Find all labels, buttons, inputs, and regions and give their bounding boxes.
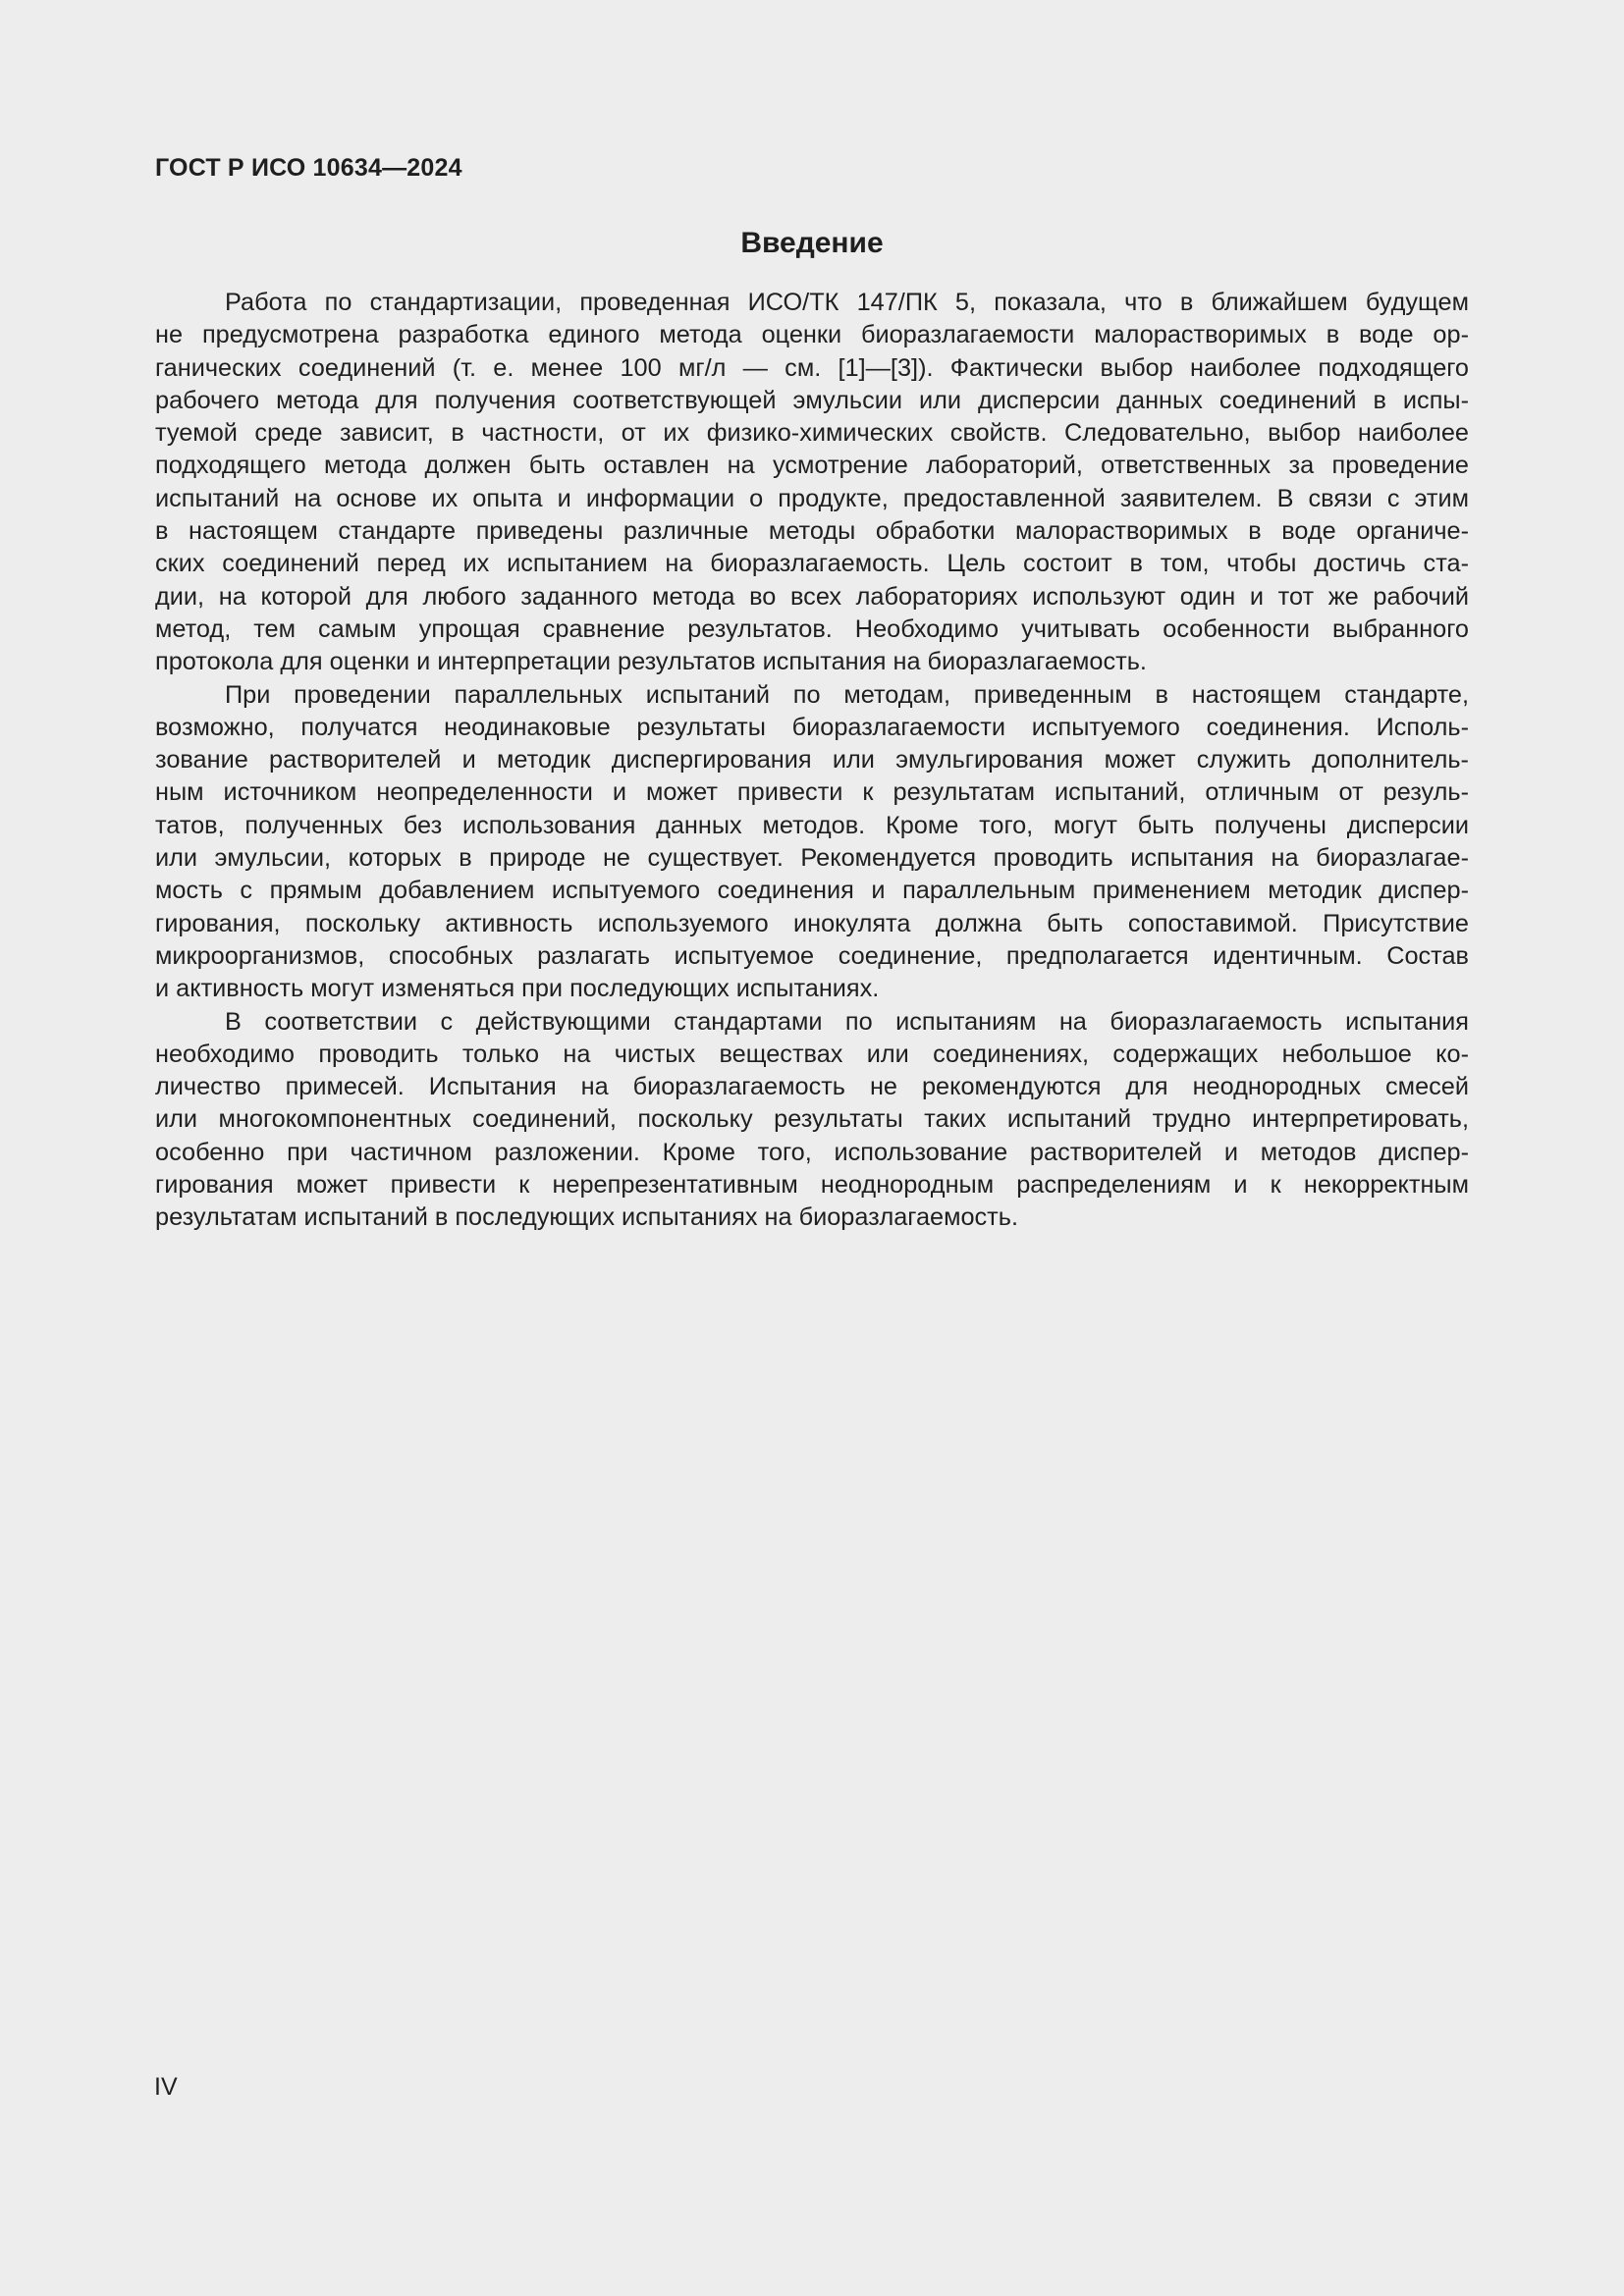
text-line: или многокомпонентных соединений, поскольку результаты таких испытаний трудно интерпретировать, — [155, 1105, 1469, 1134]
text-line: Работа по стандартизации, проведенная ИСО/ТК 147/ПК 5, показала, что в ближайшем будущем — [225, 289, 1469, 316]
text-line: в настоящем стандарте приведены различные методы обработки малорастворимых в воде органиче- — [155, 517, 1469, 546]
text-line: мость с прямым добавлением испытуемого соединения и параллельным применением методик диспер- — [155, 877, 1469, 905]
paragraph-3 — [155, 1006, 1469, 1235]
paragraph-1 — [155, 287, 1469, 679]
text-line: микроорганизмов, способных разлагать испытуемое соединение, предполагается идентичным. Состав — [155, 941, 1469, 970]
text-line: или эмульсии, которых в природе не существует. Рекомендуется проводить испытания на биоразлагае- — [155, 844, 1469, 873]
paragraph-2 — [155, 679, 1469, 1006]
text-line: гирования может привести к нерепрезентативным неоднородным распределениям и к некорректным — [155, 1171, 1469, 1200]
body-text — [155, 287, 1469, 1235]
text-line: При проведении параллельных испытаний по методам, приведенным в настоящем стандарте, — [225, 680, 1469, 709]
text-line: протокола для оценки и интерпретации результатов испытания на биоразлагаемость. — [155, 648, 1147, 676]
text-line: дии, на которой для любого заданного метода во всех лабораториях используют один и тот же рабочий — [155, 582, 1469, 611]
text-line: испытаний на основе их опыта и информации о продукте, предоставленной заявителем. В связи с этим — [155, 484, 1469, 512]
document-header: ГОСТ Р ИСО 10634—2024 — [155, 154, 462, 182]
section-title: Введение — [740, 227, 884, 259]
text-line: рабочего метода для получения соответствующей эмульсии или дисперсии данных соединений в испы- — [155, 386, 1469, 414]
text-line: гирования, поскольку активность используемого инокулята должна быть сопоставимой. Присутствие — [155, 909, 1469, 937]
text-line: не предусмотрена разработка единого метода оценки биоразлагаемости малорастворимых в воде ор- — [155, 321, 1469, 349]
text-line: туемой среде зависит, в частности, от их физико-химических свойств. Следовательно, выбор наиболее — [155, 419, 1469, 448]
text-line: ганических соединений (т. е. менее 100 мг/л — см. [1]—[3]). Фактически выбор наиболее подходящего — [155, 353, 1469, 382]
text-line: особенно при частичном разложении. Кроме того, использование растворителей и методов диспер- — [155, 1138, 1469, 1166]
text-line: личество примесей. Испытания на биоразлагаемость не рекомендуются для неоднородных смесей — [155, 1073, 1469, 1101]
text-line: зование растворителей и методик диспергирования или эмульгирования может служить дополнитель- — [155, 746, 1469, 774]
page-number: IV — [154, 2073, 178, 2101]
text-line: метод, тем самым упрощая сравнение результатов. Необходимо учитывать особенности выбранного — [155, 614, 1469, 643]
text-line: необходимо проводить только на чистых веществах или соединениях, содержащих небольшое ко- — [155, 1040, 1469, 1068]
text-line: ным источником неопределенности и может привести к результатам испытаний, отличным от резуль- — [155, 778, 1469, 807]
text-line: татов, полученных без использования данных методов. Кроме того, могут быть получены дисперсии — [155, 811, 1469, 839]
text-line: результатам испытаний в последующих испытаниях на биоразлагаемость. — [155, 1203, 1018, 1232]
text-line: и активность могут изменяться при последующих испытаниях. — [155, 975, 880, 1003]
text-line: подходящего метода должен быть оставлен на усмотрение лабораторий, ответственных за проведение — [155, 452, 1469, 480]
text-line: ских соединений перед их испытанием на биоразлагаемость. Цель состоит в том, чтобы достичь ста- — [155, 550, 1469, 578]
text-line: В соответствии с действующими стандартами по испытаниям на биоразлагаемость испытания — [225, 1007, 1469, 1036]
text-line: возможно, получатся неодинаковые результаты биоразлагаемости испытуемого соединения. Исполь- — [155, 713, 1469, 741]
